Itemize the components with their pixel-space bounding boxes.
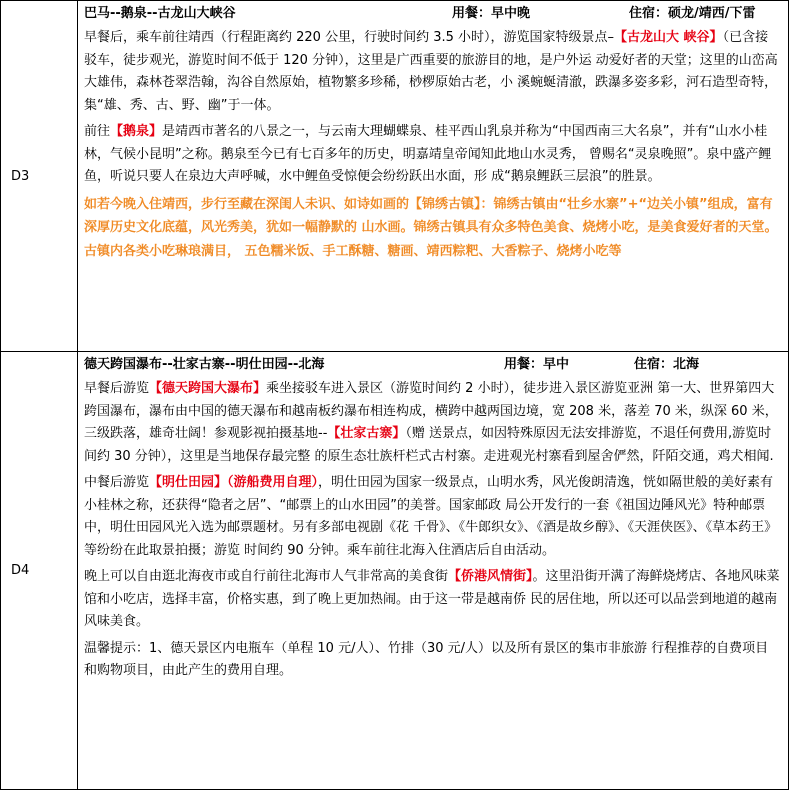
highlight-spot: 【明仕田园】（游船费用自理） [149, 475, 319, 490]
hotel-info: 住宿：北海 [634, 357, 700, 372]
hotel-info: 住宿：硕龙/靖西/下雷 [629, 6, 756, 21]
day-label: D3 [1, 1, 78, 352]
day-content [78, 1, 789, 352]
route-title: 巴马--鹅泉--古龙山大峡谷 [84, 6, 236, 21]
paragraph: 早餐后，乘车前往靖西（行程距离约 220 公里，行驶时间约 3.5 小时），游览国家特级景点–【古龙山大 峡谷】（已含接驳车，徒步观光，游览时间不低于 120 分钟），这里是广西重要的旅游目的地，是户外运 动爱好者的天堂；这里的山峦高大雄伟，森林苍翠浩翰，沟谷自然原始，植物繁多珍稀，桫椤原始古老，小 溪蜿蜒清澈，跌瀑多姿多彩，河石造型奇特，集“雄、秀、古、野、幽”于一体。 [84, 30, 778, 113]
highlight-spot: 【德天跨国大瀑布】 [149, 381, 267, 396]
day-label: D4 [1, 352, 78, 790]
day-header [84, 352, 780, 378]
highlight-spot: 【鹅泉】 [110, 124, 163, 139]
paragraph: 晚上可以自由逛北海夜市或自行前往北海市人气非常高的美食街【侨港风情街】。这里沿街开满了海鲜烧烤店、各地风味菜馆和小吃店，选择丰富，价格实惠，到了晚上更加热闹。由于这一带是越南侨 民的居住地，所以还可以品尝到地道的越南风味美食。 [84, 569, 780, 629]
meals-info: 用餐：早中 [504, 357, 570, 372]
highlight-spot: 【侨港风情街】 [448, 569, 533, 584]
optional-paragraph: 如若今晚入住靖西，步行至藏在深闺人未识、如诗如画的【锦绣古镇】：锦绣古镇由“壮乡水寨”+“边关小镇”组成，富有深厚历史文化底蕴，风光秀美，犹如一幅静默的 山水画。锦绣古镇具有众多特色美食、烧烤小吃，是美食爱好者的天堂。古镇内各类小吃琳琅满目， 五色糯米饭、手工酥糖、糖画、靖西粽粑、大香粽子、烧烤小吃等 [84, 196, 778, 259]
paragraph: 早餐后游览【德天跨国大瀑布】乘坐接驳车进入景区（游览时间约 2 小时），徒步进入景区游览亚洲 第一大、世界第四大跨国瀑布，瀑布由中国的德天瀑布和越南板约瀑布相连构成，横跨中越两国边境，宽 208 米，落差 70 米，纵深 60 米，三级跌落，雄奇壮阔！参观影视拍摄基地--【壮家古寨】（赠 送景点，如因特殊原因无法安排游览，不退任何费用,游览时间约 30 分钟），这里是当地保存最完整 的原生态壮族杆栏式古村寨。走进观光村寨看到屋舍俨然，阡陌交通，鸡犬相闻. [84, 381, 778, 464]
highlight-spot: 【古龙山大 峡谷】 [614, 30, 723, 45]
paragraph: 前往【鹅泉】是靖西市著名的八景之一，与云南大理蝴蝶泉、桂平西山乳泉并称为“中国西南三大名泉”，并有“山水小桂林，气候小昆明”之称。鹅泉至今已有七百多年的历史，明嘉靖皇帝闻知此地山水灵秀， 曾赐名“灵泉晚照”。泉中盛产鲤鱼，听说只要人在泉边大声呼喊，水中鲤鱼受惊便会纷纷跃出水面，形 成“鹅泉鲤跃三层浪”的胜景。 [84, 124, 772, 184]
highlight-spot: 【壮家古寨】 [327, 426, 406, 441]
day-row-d3 [1, 1, 789, 352]
route-title: 德天跨国瀑布--壮家古寨--明仕田园--北海 [84, 357, 325, 372]
day-header [84, 1, 780, 27]
tips-paragraph: 温馨提示：1、德天景区内电瓶车（单程 10 元/人）、竹排（30 元/人）以及所有景区的集市非旅游 行程推荐的自费项目和购物项目，由此产生的费用自理。 [84, 640, 769, 678]
day-content [78, 352, 789, 790]
day-row-d4 [1, 352, 789, 790]
meals-info: 用餐：早中晚 [452, 6, 531, 21]
paragraph: 中餐后游览【明仕田园】（游船费用自理），明仕田园为国家一级景点，山明水秀，风光俊朗清逸，恍如隔世般的美好素有小桂林之称，还获得“隐者之居”、“邮票上的山水田园”的美誉。国家邮政 局公开发行的一套《祖国边陲风光》特种邮票中，明仕田园风光入选为邮票题材。另有多部电视剧《花 千骨》、《牛郎织女》、《酒是故乡醇》、《天涯侠医》、《草本药王》等纷纷在此取景拍摄；游览 时间约 90 分钟。乘车前往北海入住酒店后自由活动。 [84, 475, 778, 558]
